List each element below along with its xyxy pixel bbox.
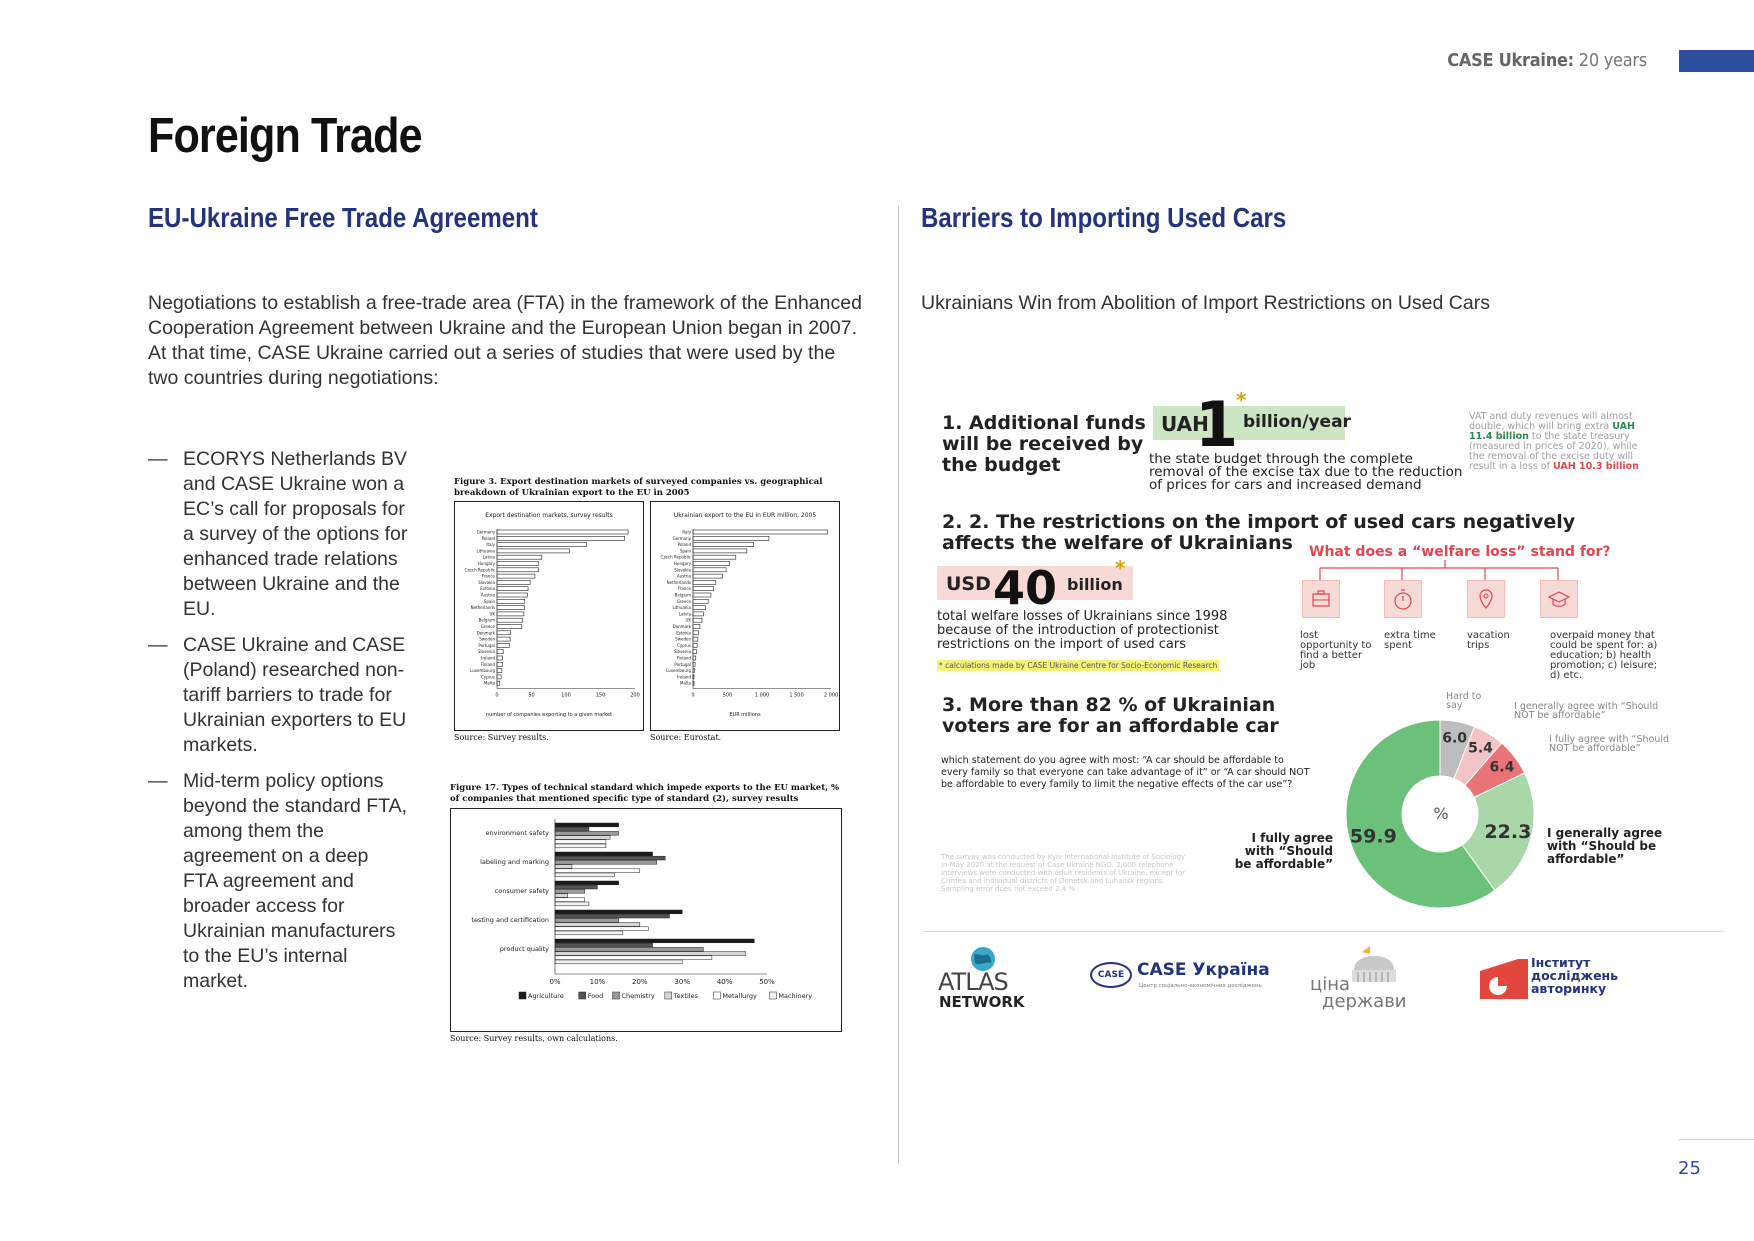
fig17-bar [555, 898, 585, 902]
fig3-right-bar [693, 574, 723, 578]
fig3-right-country-label: Denmark [672, 624, 691, 629]
fig17-bar [555, 956, 712, 960]
fig3-left-bars [455, 502, 643, 730]
case-badge: CASE [1090, 962, 1132, 988]
fig17-bar [555, 894, 568, 898]
fig3-left-country-label: Netherlands [470, 605, 495, 611]
donut-value-label: 59.9 [1349, 825, 1397, 848]
fig3-right-bar [693, 543, 754, 547]
fig3-left-country-label: UK [489, 611, 495, 617]
fig17-bar [555, 873, 614, 877]
fig3-right-country-label: Czech Republic [660, 554, 691, 560]
info-s2-desc: total welfare losses of Ukrainians since 1998 because of the introduction of protectionist restrictions on the import of used cars [937, 609, 1228, 652]
fig3-left-bar [497, 675, 501, 679]
fig17-bar [555, 860, 657, 864]
fig3-right-country-label: Poland [677, 542, 691, 548]
fig17-bar [555, 889, 585, 893]
fig17-bar [555, 931, 623, 935]
fig17-legend-label: Metallurgy [722, 992, 757, 1000]
fig17-category-label: consumer safety [494, 887, 549, 895]
fig3-right-bar [693, 650, 696, 654]
fig3-left-country-label: Denmark [476, 630, 495, 636]
fig3-right-bar [693, 536, 769, 540]
fig3-right-xlabel: EUR millions [729, 712, 761, 718]
fig3-left-bar [497, 625, 522, 629]
fig3-left-country-label: Luxembourg [470, 668, 495, 674]
institute-text-1: Інститут [1531, 955, 1591, 970]
fig17-tick-label: 40% [716, 978, 733, 986]
info-s2-number: 40 [993, 561, 1058, 615]
fig3-right-country-label: Estonia [676, 630, 691, 636]
fig17-legend-label: Food [587, 992, 604, 1000]
fig3-left-country-label: Sweden [479, 636, 495, 642]
fig3-left-country-label: Italy [486, 542, 495, 548]
fig17-tick-label: 0% [549, 978, 561, 986]
fig3-left-bar [497, 618, 523, 622]
page-number: 25 [1678, 1158, 1701, 1179]
info-s2-currency: USD [946, 573, 991, 595]
fig3-title: Figure 3. Export destination markets of surveyed companies vs. geographical breakdown of Ukrainian export to the EU in 2005 [454, 477, 823, 498]
fig3-right-bar [693, 530, 828, 534]
government-building-icon [1348, 944, 1408, 984]
info-s3-title: 3. More than 82 % of Ukrainian voters are for an affordable car [942, 694, 1279, 737]
label-hard-to-say: Hard to say [1446, 691, 1482, 711]
fig17-bar [555, 885, 597, 889]
fig3-right-country-label: Ireland [677, 674, 691, 680]
fig3-right-bar [693, 662, 695, 666]
case-subtitle: Центр соціально-економічних досліджень [1139, 983, 1262, 989]
welfare-item-4: overpaid money that could be spent for: a) education; b) health promotion; c) leisure; d) etc. [1550, 630, 1658, 681]
fig17-panel [450, 808, 842, 1032]
fig3-left-bar [497, 555, 542, 559]
info-s2-title: 2. 2. The restrictions on the import of used cars negatively affects the welfare of Ukrainians [942, 511, 1576, 554]
fig3-left-country-label: France [481, 573, 495, 579]
map-pin-icon [1467, 580, 1505, 618]
fig3-right-bar [693, 656, 696, 660]
info-s1-note [1469, 412, 1649, 472]
fig17-bar [555, 902, 589, 906]
welfare-item-2: extra time spent [1384, 630, 1436, 651]
fig3-left-country-label: Ireland [481, 655, 495, 661]
fig17-category-label: environment safety [485, 829, 549, 837]
fig3-left-bar [497, 681, 500, 685]
tsina-derzhavy-logo [1308, 944, 1408, 1010]
fig3-right-country-label: Luxembourg [666, 668, 691, 674]
list-item: — CASE Ukraine and CASE (Poland) researched non-tariff barriers to trade for Ukrainian exporters to EU markets. [148, 634, 407, 756]
fig3-left-country-label: Germany [476, 529, 495, 535]
atlas-text: ATLAS [938, 968, 1008, 996]
fig3-right-bar [693, 606, 705, 610]
case-ukraine-logo [1090, 960, 1290, 1000]
fig3-right-country-label: Cyprus [677, 642, 691, 648]
fig3-left-country-label: Greece [480, 624, 495, 629]
list-item: — ECORYS Netherlands BV and CASE Ukraine won a EC’s call for proposals for a survey of the options for enhanced trade relations between Ukraine and the EU. [148, 448, 408, 620]
info-s1-note-b: UAH 11.4 billion [1469, 421, 1635, 442]
fig17-legend-label: Agriculture [528, 992, 564, 1000]
fig3-left-bar [497, 612, 524, 616]
donut-center-label: % [1433, 804, 1449, 823]
fig3-left-bar [497, 543, 587, 547]
fig17-bar [555, 881, 619, 885]
fig3-left-country-label: Spain [483, 598, 495, 604]
info-s1-star: * [1236, 388, 1247, 412]
fig3-left-country-label: Lithuania [476, 548, 495, 554]
fig3-left-country-label: Portugal [478, 642, 495, 648]
bullet-text: Mid-term policy options beyond the standard FTA, among them the agreement on a deep FTA agreement and broader access for Ukrainian manufacturers to the EU’s internal market. [183, 770, 408, 992]
fig3-right-source: Source: Eurostat. [650, 733, 722, 742]
running-header [1447, 50, 1647, 71]
fig3-right-tick-label: 500 [722, 692, 733, 699]
fig3-right-country-label: Slovenia [673, 649, 691, 655]
fig17-legend-label: Textiles [673, 992, 698, 1000]
fig3-left-bar [497, 593, 527, 597]
fig17-bar [555, 947, 703, 951]
institute-text-3: авторинку [1531, 981, 1607, 996]
right-subtitle: Ukrainians Win from Abolition of Import Restrictions on Used Cars [921, 292, 1490, 314]
fig3-left-country-label: Estonia [480, 586, 495, 592]
fig17-category-label: product quality [499, 945, 549, 953]
fig17-bar [555, 960, 682, 964]
fig17-bar [555, 952, 746, 956]
fig3-left-bar [497, 530, 628, 534]
fig17-bar [555, 827, 589, 831]
welfare-item-1: lost opportunity to find a better job [1300, 630, 1372, 671]
fig17-bars [451, 809, 841, 1031]
car-market-institute-logo [1478, 955, 1618, 1003]
fig3-right-bar [693, 593, 711, 597]
label-generally-not: I generally agree with “Should NOT be affordable” [1514, 701, 1659, 721]
fig17-bar [555, 840, 606, 844]
label-fully-not: I fully agree with “Should NOT be affordable” [1549, 734, 1670, 754]
donut-value-label: 5.4 [1468, 740, 1493, 757]
fig3-right-country-label: Netherlands [666, 579, 691, 585]
atlas-network-logo [938, 946, 1028, 1011]
fig17-tick-label: 20% [632, 978, 648, 986]
fig3-right-bars [651, 502, 839, 730]
fig17-bar [555, 910, 682, 914]
fig3-right-bar [693, 637, 698, 641]
fig3-right-bar [693, 618, 702, 622]
fig3-right-bar [693, 555, 736, 559]
fig3-left-bar [497, 536, 625, 540]
fig3-left-bar [497, 669, 502, 673]
fig3-right-country-label: Malta [679, 680, 691, 686]
info-s2-question: What does a “welfare loss” stand for? [1309, 544, 1611, 560]
left-section-heading: EU-Ukraine Free Trade Agreement [148, 202, 538, 233]
fig3-left-country-label: Poland [481, 535, 495, 541]
fig3-left-country-label: Hungary [477, 561, 495, 566]
institute-text-2: досліджень [1531, 968, 1619, 983]
list-item: — Mid-term policy options beyond the standard FTA, among them the agreement on a deep FTA agreement and broader access for Ukrainian manufacturers to the EU’s internal market. [148, 770, 408, 992]
info-s1-note-a: VAT and duty revenues will almost double, which will bring extra [1469, 411, 1633, 432]
fig3-right-panel [650, 501, 840, 731]
header-years: 20 years [1578, 50, 1647, 71]
bullet-list [148, 447, 408, 1005]
fig3-right-bar [693, 549, 747, 553]
fig3-right-country-label: Spain [679, 548, 691, 554]
fig3-left-bar [497, 562, 538, 566]
welfare-item-3: vacation trips [1467, 630, 1510, 651]
fig3-right-country-label: Portugal [674, 661, 691, 667]
fig3-left-bar [497, 631, 511, 635]
fig17-bar [555, 914, 669, 918]
fig3-right-country-label: Lithuania [672, 605, 691, 611]
fig3-left-bar [497, 587, 528, 591]
fig3-left-country-label: Czech Republic [464, 567, 495, 573]
fig3-left-tick-label: 100 [561, 692, 571, 699]
fig3-left-bar [497, 599, 525, 603]
left-intro-paragraph: Negotiations to establish a free-trade area (FTA) in the framework of the Enhanced Cooperation Agreement between Ukraine and the European Union began in 2007. At that time, CASE Ukraine carried out a series of studies that were used by the two countries during negotiations: [148, 292, 862, 389]
stopwatch-icon [1384, 580, 1422, 618]
fig3-right-bar [693, 580, 716, 584]
info-s1-amount-box [1153, 388, 1351, 461]
fig3-left-bar [497, 580, 530, 584]
label-generally-yes: I generally agree with “Should be affordable” [1547, 826, 1663, 866]
fig3-right-bar [693, 625, 700, 629]
donut-value-label: 6.4 [1489, 759, 1515, 776]
fig3-left-bar [497, 637, 510, 641]
fig17-bar [555, 869, 640, 873]
fig17-bar [555, 923, 640, 927]
fig3-left-tick-label: 0 [495, 692, 499, 699]
fig3-left-country-label: Slovakia [478, 579, 495, 585]
fig17-bar [555, 918, 619, 922]
fig3-right-bar [693, 643, 697, 647]
fig3-right-bar [693, 599, 708, 603]
fig3-right-panel-title: Ukrainian export to the EU in EUR million, 2005 [673, 512, 817, 519]
fig17-legend-swatch [519, 992, 526, 999]
fig3-left-country-label: Malta [483, 680, 495, 686]
fig17-legend-swatch [713, 992, 720, 999]
fig3-right-country-label: Hungary [673, 561, 691, 566]
fig3-right-bar [693, 568, 726, 572]
fig17-bar [555, 823, 619, 827]
graduation-cap-icon [1540, 580, 1578, 618]
fig3-left-country-label: Finland [480, 661, 495, 667]
fig3-right-bar [693, 631, 699, 635]
fig17-bar [555, 856, 665, 860]
fig3-left-country-label: Latvia [482, 554, 495, 560]
fig17-bar [555, 927, 648, 931]
donut-value-label: 22.3 [1484, 821, 1532, 844]
info-s1-number: 1 [1195, 388, 1239, 461]
fig3-left-panel [454, 501, 644, 731]
fig17-bar [555, 831, 619, 835]
derzhavy-text: держави [1322, 991, 1407, 1012]
fig17-category-label: labeling and marking [480, 858, 549, 866]
fig3-left-tick-label: 200 [630, 692, 640, 699]
fig3-right-country-label: Belgium [674, 592, 691, 598]
network-text: NETWORK [939, 993, 1025, 1011]
fig3-right-country-label: Austria [676, 573, 691, 579]
info-s1-title: 1. Additional funds will be received by the budget [942, 412, 1146, 476]
fig17-tick-label: 30% [674, 978, 690, 986]
fig3-left-bar [497, 549, 569, 553]
fig3-right-country-label: France [677, 586, 691, 592]
info-s2-footnote: * calculations made by CASE Ukraine Centre for Socio-Economic Research [939, 661, 1218, 670]
fig17-tick-label: 50% [759, 978, 775, 986]
fig17-legend-swatch [769, 992, 776, 999]
fig17-bar [555, 943, 653, 947]
fig3-right-bar [693, 612, 703, 616]
footer-rule [1679, 1139, 1754, 1140]
fig3-right-country-label: Greece [676, 598, 691, 604]
case-name: CASE Україна [1137, 960, 1270, 980]
fig3-right-country-label: Latvia [678, 611, 691, 617]
fig3-right-bar [693, 587, 714, 591]
fig17-legend-swatch [579, 992, 586, 999]
fig3-left-country-label: Austria [480, 592, 495, 598]
fig17-bar [555, 939, 754, 943]
fig3-right-bar [693, 562, 730, 566]
fig3-right-country-label: Sweden [675, 636, 691, 642]
fig3-left-tick-label: 150 [595, 692, 606, 699]
fig17-legend-swatch [613, 992, 620, 999]
info-s2-amount-box [937, 556, 1133, 615]
fig3-left-bar [497, 656, 503, 660]
fig3-left-panel-title: Export destination markets, survey results [485, 512, 613, 519]
fig3-right-tick-label: 1 500 [789, 692, 804, 699]
fig17-legend-label: Machinery [778, 992, 813, 1000]
fig17-bar [555, 852, 653, 856]
info-s1-unit: billion/year [1243, 412, 1351, 432]
info-s1-desc: the state budget through the complete removal of the excise tax due to the reduction of prices for cars and increased demand [1149, 451, 1463, 493]
header-org: CASE Ukraine: [1447, 50, 1574, 71]
info-s3-question: which statement do you agree with most: “A car should be affordable to every family so that everyone can take advantage of it” or “A car should NOT be affordable to every family to limit the negative effects of the car use”? [941, 755, 1310, 790]
fig17-legend-label: Chemistry [621, 992, 655, 1000]
info-s2-unit: billion [1067, 575, 1123, 594]
fig17-tick-label: 10% [589, 978, 606, 986]
bullet-text: CASE Ukraine and CASE (Poland) researched non-tariff barriers to trade for Ukrainian exporters to EU markets. [183, 634, 407, 756]
fig3-left-xlabel: number of companies exporting to a given market [485, 712, 613, 718]
info-s3-survey-note: The survey was conducted by Kyiv International Institute of Sociology in May 2020 at the request of Case Ukraine NGO. 2,000 telephone interviews were conducted with adult residents of Ukraine, except for Crimea and individual districts of Donetsk and Luhansk regions. Sampling error does not exceed 2.4 % [941, 853, 1186, 893]
column-divider [898, 206, 899, 1164]
fig17-bar [555, 836, 610, 840]
fig3-left-country-label: Belgium [478, 617, 495, 623]
label-fully-yes: I fully agree with “Should be affordable” [1234, 831, 1333, 871]
fig3-left-bar [497, 606, 525, 610]
right-section-heading: Barriers to Importing Used Cars [921, 202, 1287, 233]
info-s1-note-c: to the state treasury (measured in prices of 2020), while the removal of the excise duty will result in a loss of [1469, 431, 1638, 472]
fig17-legend-swatch [665, 992, 672, 999]
fig3-right-country-label: Germany [672, 535, 691, 541]
fig3-left-tick-label: 50 [528, 692, 535, 699]
info-s1-note-d: UAH 10.3 billion [1552, 461, 1639, 472]
fig3-left-bar [497, 662, 503, 666]
info-s1-currency: UAH [1161, 412, 1209, 436]
fig17-bar [555, 865, 572, 869]
fig3-left-bar [497, 650, 503, 654]
fig3-left-source: Source: Survey results. [454, 733, 549, 742]
tsina-text: ціна [1310, 974, 1351, 995]
fig3-right-country-label: UK [685, 617, 691, 623]
fig3-left-bar [497, 643, 509, 647]
fig17-category-label: testing and certification [471, 916, 549, 924]
fig3-right-country-label: Slovakia [674, 567, 691, 573]
fig17-title: Figure 17. Types of technical standard which impede exports to the EU market, % of companies that mentioned specific type of standard (2), survey results [450, 783, 840, 804]
fig3-left-bar [497, 574, 535, 578]
fig3-right-country-label: Italy [682, 529, 691, 535]
fig3-right-tick-label: 2 000 [823, 692, 839, 699]
donut-value-label: 6.0 [1442, 730, 1468, 747]
fig3-right-tick-label: 0 [691, 692, 695, 699]
car-market-icon [1478, 957, 1530, 1001]
page-title: Foreign Trade [148, 109, 422, 163]
bullet-text: ECORYS Netherlands BV and CASE Ukraine won a EC’s call for proposals for a survey of the options for enhanced trade relations between Ukraine and the EU. [183, 448, 408, 620]
header-accent-bar [1679, 50, 1754, 72]
fig3-left-country-label: Slovenia [477, 649, 495, 655]
fig3-right-tick-label: 1 000 [754, 692, 770, 699]
fig3-right-country-label: Finland [676, 655, 691, 661]
info-s2-star: * [1115, 556, 1126, 580]
fig17-bar [555, 844, 606, 848]
fig3-left-bar [497, 568, 538, 572]
logo-divider [922, 931, 1724, 932]
briefcase-icon [1302, 580, 1340, 618]
fig17-source: Source: Survey results, own calculations. [450, 1034, 618, 1043]
fig3-left-country-label: Cyprus [481, 674, 495, 680]
